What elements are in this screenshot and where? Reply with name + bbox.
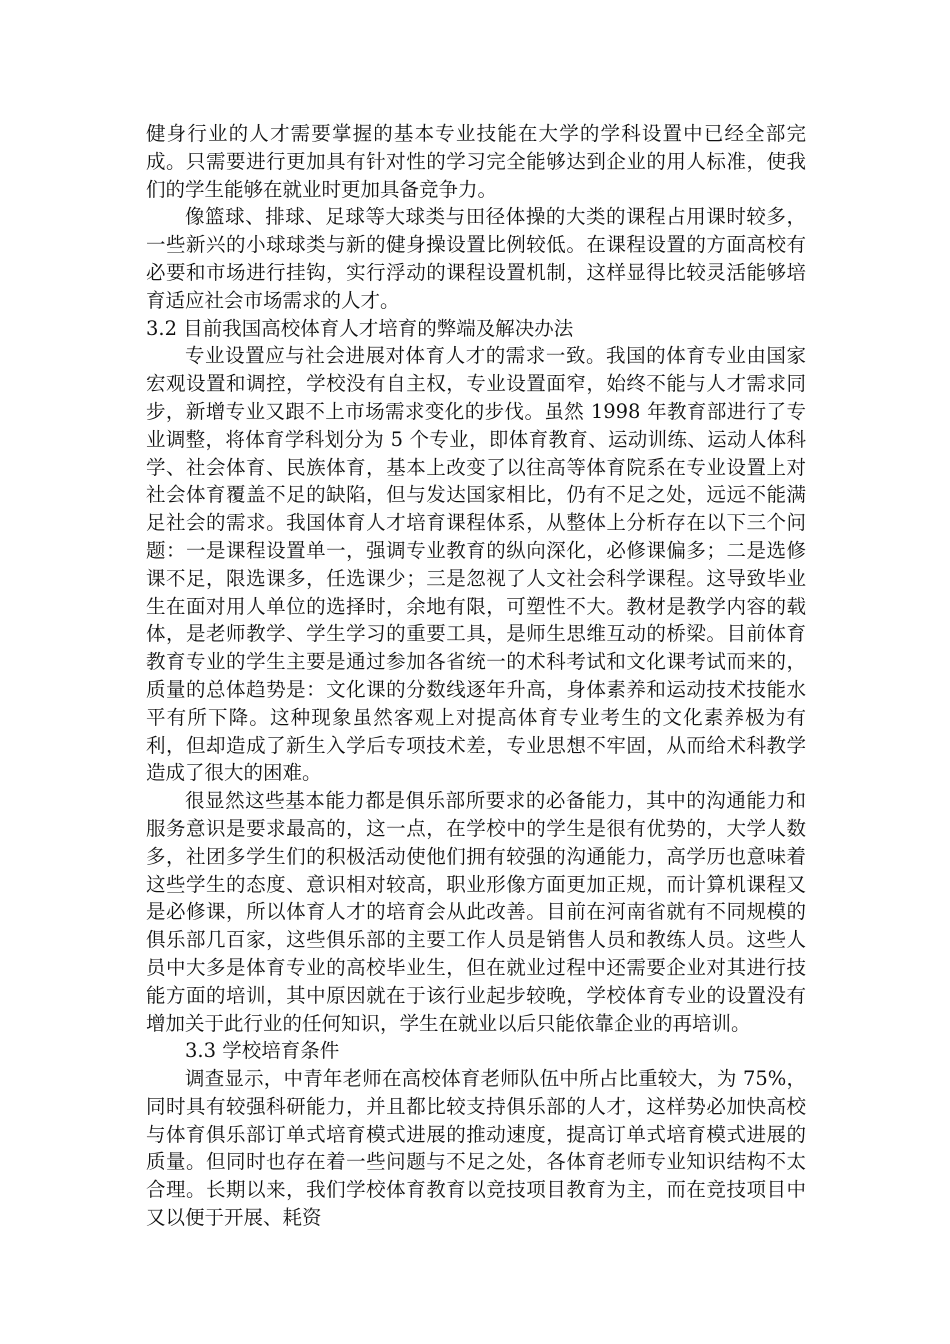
paragraph-major-setting: 专业设置应与社会进展对体育人才的需求一致。我国的体育专业由国家宏观设置和调控，学校没有自主权，专业设置面窄，始终不能与人才需求同步，新增专业又跟不上市场需求变化的步伐。虽然 1998 年教育部进行了专业调整，将体育学科划分为 5 个专业，即体育教育、运动训练、运动人体科学、社会体育、民族体育，基本上改变了以往高等体育院系在专业设置上对社会体育覆盖不足的缺陷，但与发达国家相比，仍有不足之处，远远不能满足社会的需求。我国体育人才培育课程体系，从整体上分析存在以下三个问题：一是课程设置单一，强调专业教育的纵向深化，必修课偏多；二是选修课不足，限选课多，任选课少；三是忽视了人文社会科学课程。这导致毕业生在面对用人单位的选择时，余地有限，可塑性不大。教材是教学内容的载体，是老师教学、学生学习的重要工具，是师生思维互动的桥梁。目前体育教育专业的学生主要是通过参加各省统一的术科考试和文化课考试而来的，质量的总体趋势是：文化课的分数线逐年升高，身体素养和运动技术技能水平有所下降。这种现象虽然客观上对提高体育专业考生的文化素养极为有利，但却造成了新生入学后专项技术差，专业思想不牢固，从而给术科教学造成了很大的困难。 <box>146 344 806 785</box>
paragraph-club-abilities: 很显然这些基本能力都是俱乐部所要求的必备能力，其中的沟通能力和服务意识是要求最高的，这一点，在学校中的学生是很有优势的，大学人数多，社团多学生们的积极活动使他们拥有较强的沟通能力，高学历也意味着这些学生的态度、意识相对较高，职业形像方面更加正规，而计算机课程又是必修课，所以体育人才的培育会从此改善。目前在河南省就有不同规模的俱乐部几百家，这些俱乐部的主要工作人员是销售人员和教练人员。这些人员中大多是体育专业的高校毕业生，但在就业过程中还需要企业对其进行技能方面的培训，其中原因就在于该行业起步较晚，学校体育专业的设置没有增加关于此行业的任何知识，学生在就业以后只能依靠企业的再培训。 <box>146 789 806 1035</box>
paragraph-survey-teachers: 调查显示，中青年老师在高校体育老师队伍中所占比重较大，为 75%，同时具有较强科研能力，并且都比较支持俱乐部的人才，这样势必加快高校与体育俱乐部订单式培育模式进展的推动速度，提高订单式培育模式进展的质量。但同时也存在着一些问题与不足之处，各体育老师专业知识结构不太合理。长期以来，我们学校体育教育以竞技项目教育为主，而在竞技项目中又以便于开展、耗资 <box>146 1067 806 1230</box>
paragraph-health-industry-skills: 健身行业的人才需要掌握的基本专业技能在大学的学科设置中已经全部完成。只需要进行更加具有针对性的学习完全能够达到企业的用人标准，使我们的学生能够在就业时更加具备竞争力。 <box>146 122 806 201</box>
paragraph-course-setting: 像篮球、排球、足球等大球类与田径体操的大类的课程占用课时较多，一些新兴的小球球类与新的健身操设置比例较低。在课程设置的方面高校有必要和市场进行挂钩，实行浮动的课程设置机制，这样显得比较灵活能够培育适应社会市场需求的人才。 <box>146 205 806 312</box>
section-heading-3-3: 3.3 学校培育条件 <box>185 1039 340 1063</box>
section-heading-3-2: 3.2 目前我国高校体育人才培育的弊端及解决办法 <box>146 316 574 340</box>
document-body <box>146 120 806 1232</box>
